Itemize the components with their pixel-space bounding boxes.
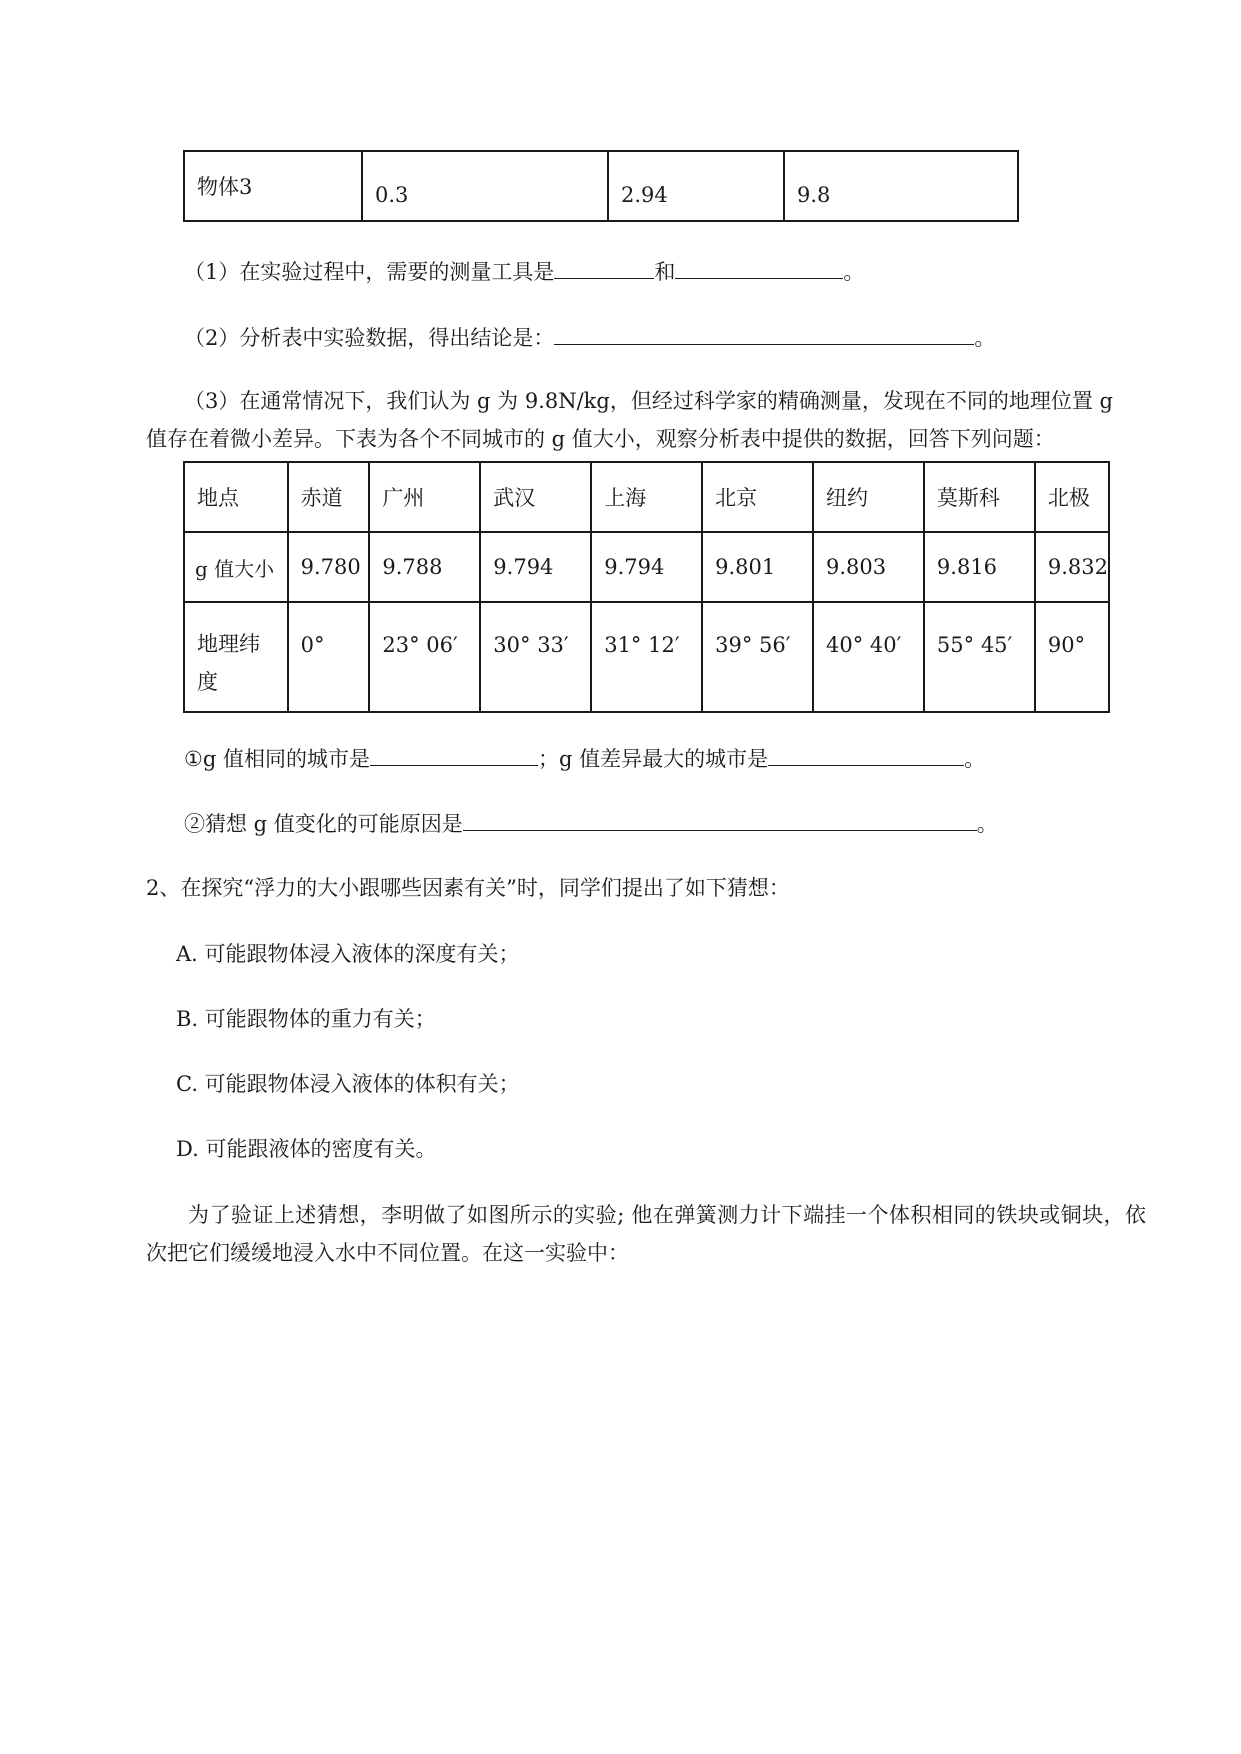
answer-blank[interactable] xyxy=(554,322,974,345)
table-cell: 莫斯科 xyxy=(924,462,1035,532)
sub-question-1 xyxy=(184,743,985,773)
table-cell: 40° 40′ xyxy=(813,602,924,712)
table-row xyxy=(184,462,1109,532)
answer-blank[interactable] xyxy=(370,743,538,766)
sub-question-2-end: 。 xyxy=(976,812,998,836)
table-objects xyxy=(183,150,1019,222)
sub-question-1-text-b: ；g 值差异最大的城市是 xyxy=(537,747,769,771)
problem-2-intro: 2、在探究“浮力的大小跟哪些因素有关”时，同学们提出了如下猜想： xyxy=(146,876,790,900)
question-1-mid: 和 xyxy=(654,260,676,284)
option-a: A. 可能跟物体浸入液体的深度有关； xyxy=(176,942,520,966)
table-row xyxy=(184,151,1018,221)
table-cell: 物体3 xyxy=(184,151,362,221)
answer-blank[interactable] xyxy=(675,256,843,279)
sub-question-2-text: ②猜想 g 值变化的可能原因是 xyxy=(184,812,463,836)
table-cell: 北极 xyxy=(1035,462,1109,532)
table-cell: 9.832 xyxy=(1035,532,1109,602)
answer-blank[interactable] xyxy=(463,808,977,831)
table-cell: 39° 56′ xyxy=(702,602,813,712)
sub-question-1-end: 。 xyxy=(964,747,986,771)
table-cell: 9.816 xyxy=(924,532,1035,602)
question-3-line-2: 值存在着微小差异。下表为各个不同城市的 g 值大小，观察分析表中提供的数据，回答下列问题： xyxy=(146,427,1055,451)
table-cell: 赤道 xyxy=(288,462,370,532)
answer-blank[interactable] xyxy=(554,256,654,279)
table-cell: 地点 xyxy=(184,462,288,532)
table-cell: 9.794 xyxy=(591,532,702,602)
table-cell: 90° xyxy=(1035,602,1109,712)
table-cell: 纽约 xyxy=(813,462,924,532)
table-cell: 9.801 xyxy=(702,532,813,602)
question-1-end: 。 xyxy=(843,260,865,284)
table-row xyxy=(184,602,1109,712)
table-cell: 地理纬度 xyxy=(184,602,288,712)
table-cell: g 值大小 xyxy=(184,532,288,602)
table-cell: 上海 xyxy=(591,462,702,532)
table-cell: 0.3 xyxy=(362,151,608,221)
question-1 xyxy=(184,256,864,286)
question-2 xyxy=(184,322,995,352)
table-cell: 北京 xyxy=(702,462,813,532)
table-cell: 9.788 xyxy=(369,532,480,602)
table-cell: 0° xyxy=(288,602,370,712)
answer-blank[interactable] xyxy=(768,743,964,766)
table-cell: 2.94 xyxy=(608,151,784,221)
table-cell: 广州 xyxy=(369,462,480,532)
table-cell: 9.794 xyxy=(480,532,591,602)
table-cell: 9.780 xyxy=(288,532,370,602)
table-cell: 武汉 xyxy=(480,462,591,532)
table-cell: 55° 45′ xyxy=(924,602,1035,712)
table-cell: 30° 33′ xyxy=(480,602,591,712)
question-2-text: （2）分析表中实验数据，得出结论是： xyxy=(184,326,555,350)
question-2-end: 。 xyxy=(974,326,996,350)
option-c: C. 可能跟物体浸入液体的体积有关； xyxy=(176,1072,520,1096)
question-1-text: （1）在实验过程中，需要的测量工具是 xyxy=(184,260,555,284)
table-g-values xyxy=(183,461,1110,713)
option-d: D. 可能跟液体的密度有关。 xyxy=(176,1137,437,1161)
table-cell: 9.803 xyxy=(813,532,924,602)
question-3-line-1: （3）在通常情况下，我们认为 g 为 9.8N/kg，但经过科学家的精确测量，发现在不同的地理位置 g xyxy=(184,389,1113,413)
table-cell: 9.8 xyxy=(784,151,1018,221)
option-b: B. 可能跟物体的重力有关； xyxy=(176,1007,436,1031)
sub-question-2 xyxy=(184,808,998,838)
table-cell: 23° 06′ xyxy=(369,602,480,712)
sub-question-1-text-a: ①g 值相同的城市是 xyxy=(184,747,370,771)
table-cell: 31° 12′ xyxy=(591,602,702,712)
table-row xyxy=(184,532,1109,602)
closing-paragraph: 为了验证上述猜想，李明做了如图所示的实验; 他在弹簧测力计下端挂一个体积相同的铁块或铜块，依次把它们缓缓地浸入水中不同位置。在这一实验中： xyxy=(146,1203,1146,1265)
